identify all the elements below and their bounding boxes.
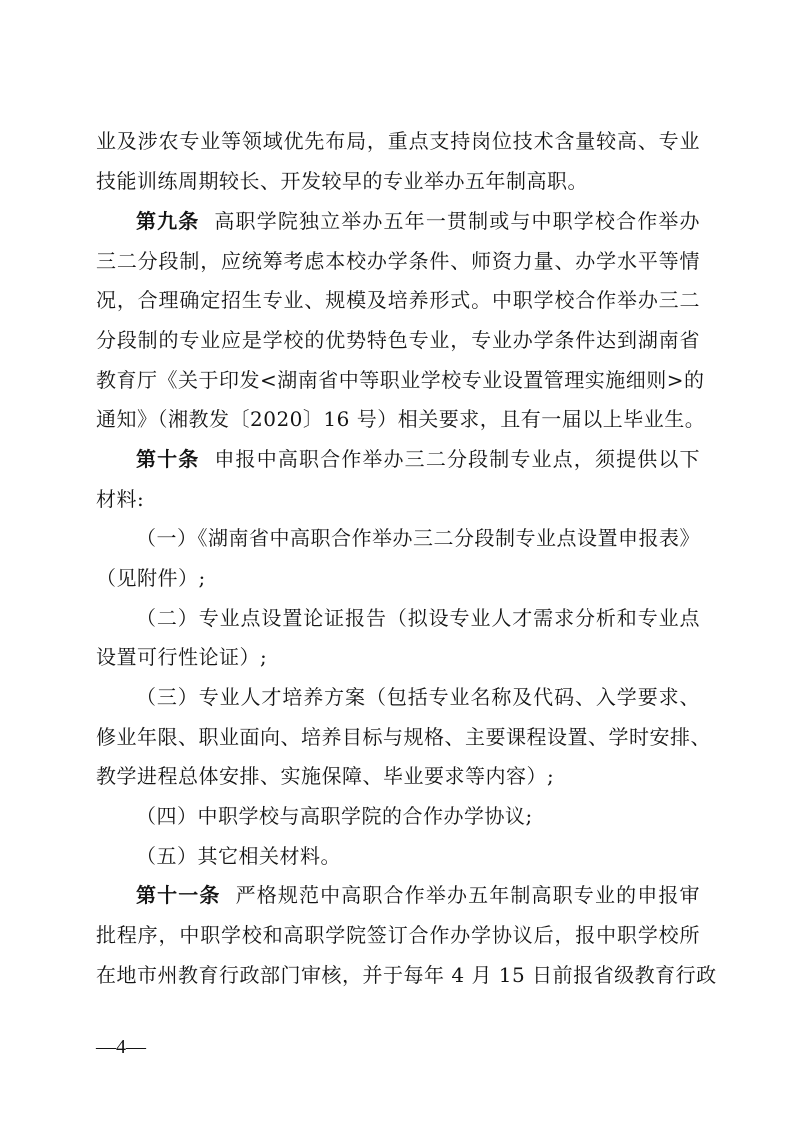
article-9-text: 高职学院独立举办五年一贯制或与中职学校合作举办 — [214, 209, 701, 233]
article-9-title: 第九条 — [136, 209, 200, 233]
article-9-first-line — [136, 208, 700, 234]
article-11-first-line — [136, 882, 700, 908]
body-line: 分段制的专业应是学校的优势特色专业，专业办学条件达到湖南省 — [96, 328, 700, 352]
page-number: —4— — [96, 1036, 146, 1058]
list-item-4: （四）中职学校与高职学院的合作办学协议; — [136, 804, 533, 828]
list-item-3: （三）专业人才培养方案（包括专业名称及代码、入学要求、 — [136, 685, 700, 709]
body-line: 业及涉农专业等领域优先布局，重点支持岗位技术含量较高、专业 — [96, 129, 700, 153]
body-line: 修业年限、职业面向、培养目标与规格、主要课程设置、学时安排、 — [96, 725, 711, 749]
body-line: 教育厅《关于印发<湖南省中等职业学校专业设置管理实施细则>的 — [96, 368, 705, 392]
body-line: 设置可行性论证）; — [96, 645, 268, 669]
article-10-text: 申报中高职合作举办三二分段制专业点，须提供以下 — [214, 447, 701, 471]
body-line: 在地市州教育行政部门审核，并于每年 4 月 15 日前报省级教育行政 — [96, 963, 717, 987]
list-item-5: （五）其它相关材料。 — [136, 844, 341, 868]
article-11-text: 严格规范中高职合作举办五年制高职专业的申报审 — [235, 883, 701, 907]
list-item-1: （一）《湖南省中高职合作举办三二分段制专业点设置申报表》 — [136, 526, 700, 550]
body-line: 技能训练周期较长、开发较早的专业举办五年制高职。 — [96, 169, 588, 193]
body-line: 教学进程总体安排、实施保障、毕业要求等内容）; — [96, 764, 555, 788]
body-line: 通知》（湘教发〔2020〕16 号）相关要求，且有一届以上毕业生。 — [96, 407, 706, 431]
body-line: 批程序，中职学校和高职学院签订合作办学协议后，报中职学校所 — [96, 923, 700, 947]
body-line: 材料: — [96, 487, 145, 511]
article-11-title: 第十一条 — [136, 883, 221, 907]
body-line: （见附件）; — [96, 566, 206, 590]
list-item-2: （二）专业点设置论证报告（拟设专业人才需求分析和专业点 — [136, 606, 700, 630]
body-line: 况，合理确定招生专业、规模及培养形式。中职学校合作举办三二 — [96, 288, 700, 312]
article-10-first-line — [136, 446, 700, 472]
body-line: 三二分段制，应统筹考虑本校办学条件、师资力量、办学水平等情 — [96, 249, 700, 273]
article-10-title: 第十条 — [136, 447, 200, 471]
